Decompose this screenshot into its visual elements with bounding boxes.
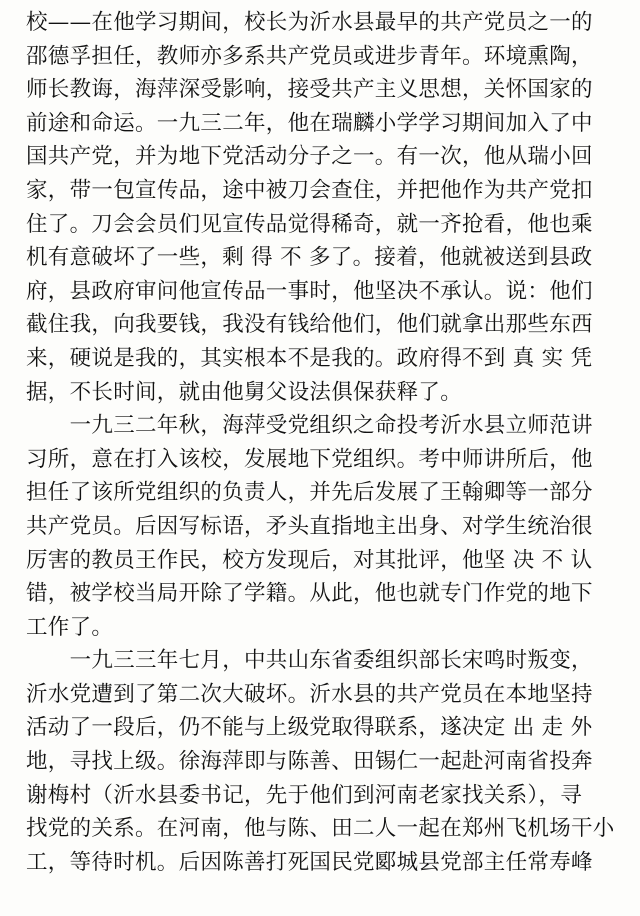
text-line: 习所，意在打入该校，发展地下党组织。考中师讲所后，他 [26,446,593,472]
text-line: 担任了该所党组织的负责人，并先后发展了王翰卿等一部分 [26,480,593,506]
text-line: 前途和命运。一九三二年，他在瑞麟小学学习期间加入了中 [26,110,593,136]
text-line: 沂水党遭到了第二次大破坏。沂水县的共产党员在本地坚持 [26,681,593,707]
text-line: 地，寻找上级。徐海萍即与陈善、田锡仁一起赴河南省投奔 [26,749,593,775]
text-line: 机有意破坏了一些，剩 得 不 多了。接着，他就被送到县政 [26,245,593,271]
text-line: 找党的关系。在河南，他与陈、田二人一起在郑州飞机场干小 [26,816,615,842]
text-line: 国共产党，并为地下党活动分子之一。有一次，他从瑞小回 [26,144,593,170]
text-line: 校——在他学习期间，校长为沂水县最早的共产党员之一的 [26,10,593,35]
paragraph-start-line: 一九三二年秋，海萍受党组织之命投考沂水县立师范讲 [26,413,593,439]
text-line: 工，等待时机。后因陈善打死国民党郾城县党部主任常寿峰 [26,849,593,875]
text-line: 府，县政府审问他宣传品一事时，他坚决不承认。说：他们 [26,278,593,304]
text-line: 来，硬说是我的，其实根本不是我的。政府得不到 真 实 凭 [26,345,593,371]
text-line: 厉害的教员王作民，校方发现后，对其批评，他坚 决 不 认 [26,547,593,573]
text-line: 家，带一包宣传品，途中被刀会查住，并把他作为共产党扣 [26,177,593,203]
text-line: 共产党员。后因写标语，矛头直指地主出身、对学生统治很 [26,513,593,539]
text-line: 师长教诲，海萍深受影响，接受共产主义思想，关怀国家的 [26,77,593,103]
text-line: 谢梅村（沂水县委书记，先于他们到河南老家找关系），寻 [26,782,583,808]
text-line: 邵德孚担任，教师亦多系共产党员或进步青年。环境熏陶， [26,43,593,69]
text-line: 截住我，向我要钱，我没有钱给他们，他们就拿出那些东西 [26,312,593,338]
text-line: 错，被学校当局开除了学籍。从此，他也就专门作党的地下 [26,581,593,607]
paragraph-start-line: 一九三三年七月，中共山东省委组织部长宋鸣时叛变， [26,648,593,674]
body-text [26,6,622,879]
text-line: 活动了一段后，仍不能与上级党取得联系，遂决定 出 走 外 [26,715,593,741]
text-line: 住了。刀会会员们见宣传品觉得稀奇，就一齐抢看，他也乘 [26,211,593,237]
text-line: 据，不长时间，就由他舅父设法俱保获释了。 [26,379,463,405]
text-line: 工作了。 [26,614,114,640]
